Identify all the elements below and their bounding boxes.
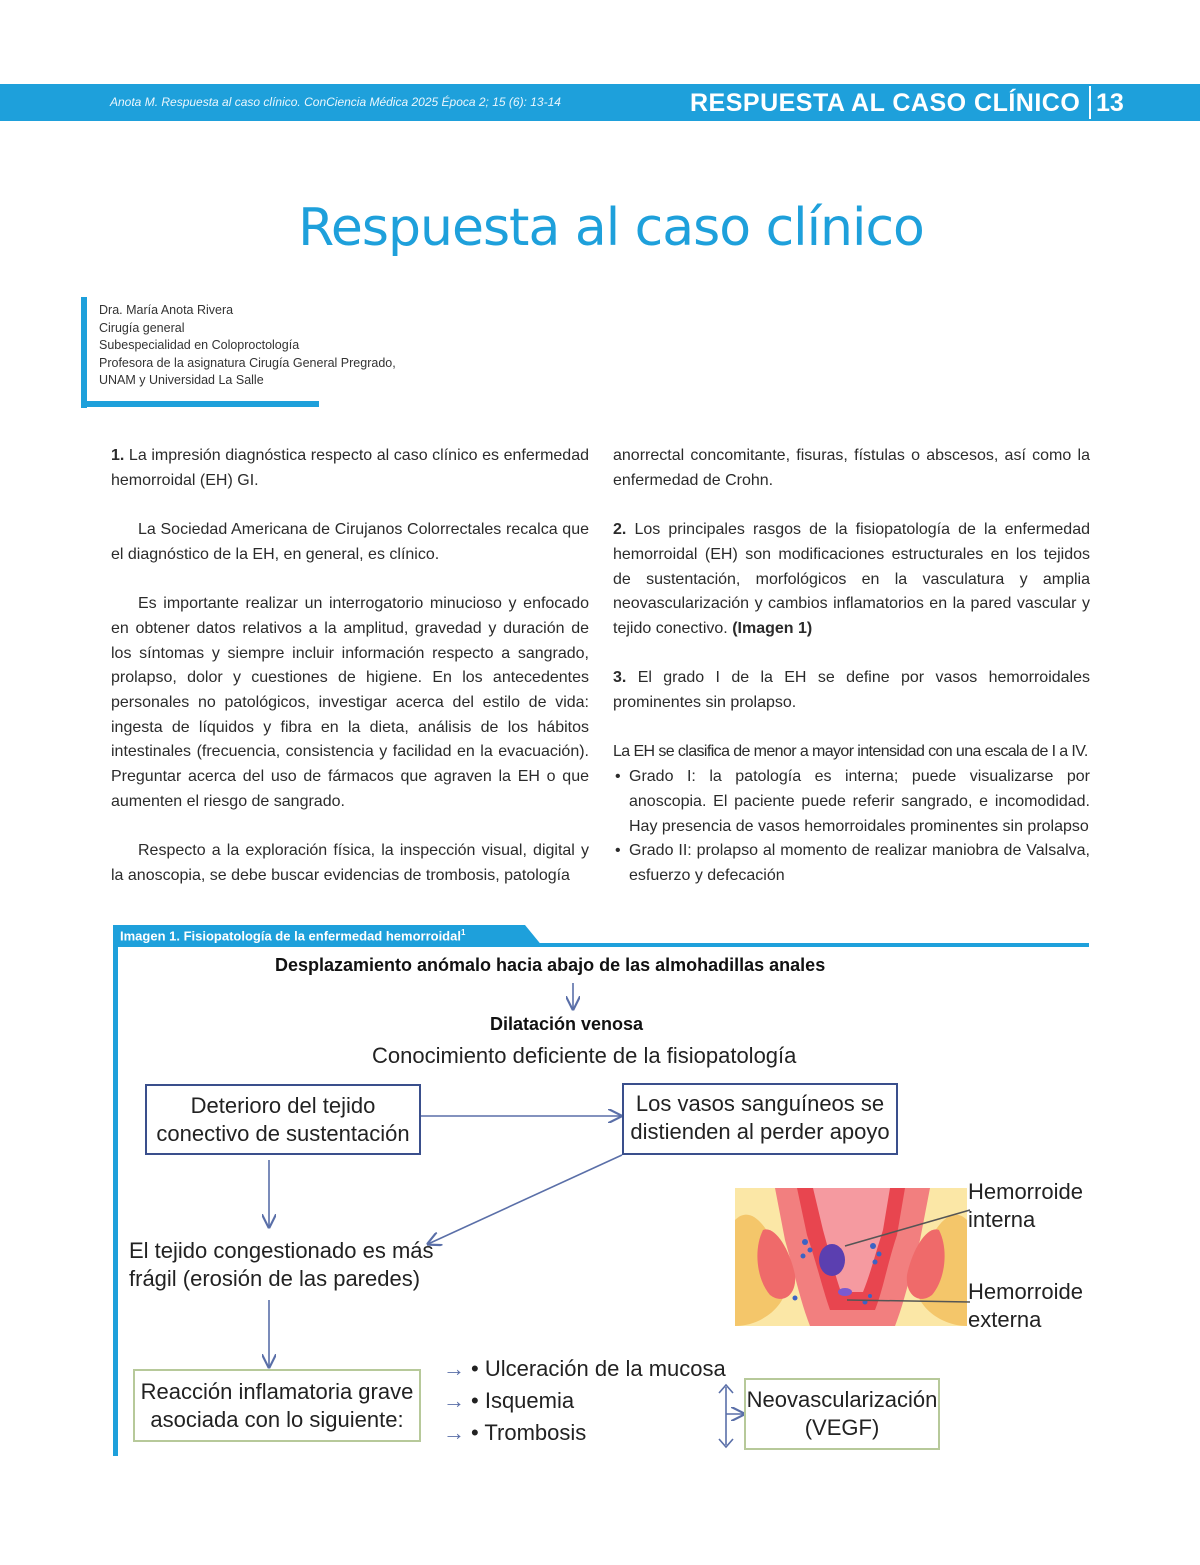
consequence-item: → • Isquemia: [443, 1388, 575, 1413]
box-reaccion: [133, 1369, 421, 1442]
arrow-right-icon: →: [443, 1420, 465, 1445]
paragraph-text: Los principales rasgos de la fisiopatología de la enfermedad hemorroidal (EH) son modificaciones estructurales en los tejidos de sustentación, morfológicos en la vasculatura y amplia neovascularización y cambios inflamatorios en la pared vascular y tejido conectivo.: [613, 521, 1090, 637]
list-item: • Grado I: la patología es interna; puede visualizarse por anoscopia. El paciente puede referir sangrado, e incomodidad. Hay presencia de vasos hemorroidales prominentes sin prolapso: [613, 765, 1090, 839]
arrow-diagonal: [428, 1155, 622, 1244]
list-item: • Grado II: prolapso al momento de realizar maniobra de Valsalva, esfuerzo y defecación: [613, 839, 1090, 888]
box-text: distienden al perder apoyo: [630, 1119, 890, 1144]
label-hemorroide-interna: [968, 1178, 1083, 1234]
consequence-list: [443, 1353, 726, 1449]
paragraph: La EH se clasifica de menor a mayor intensidad con una escala de I a IV.: [613, 743, 1088, 761]
flow-dilatacion: Dilatación venosa: [490, 1014, 644, 1034]
arrow-right-icon: →: [443, 1388, 465, 1413]
arrow-right-icon: →: [443, 1356, 465, 1381]
flow-tejido: [129, 1237, 434, 1293]
flow-top-line: Desplazamiento anómalo hacia abajo de las almohadillas anales: [275, 955, 826, 975]
label-text: interna: [968, 1207, 1036, 1232]
figure-label-text: Imagen 1. Fisiopatología de la enfermedad hemorroidal: [120, 928, 461, 944]
flow-conocimiento: Conocimiento deficiente de la fisiopatología: [372, 1043, 797, 1068]
page-number: 13: [1096, 89, 1124, 117]
author-line: UNAM y Universidad La Salle: [99, 373, 264, 388]
box-text: conectivo de sustentación: [156, 1121, 410, 1146]
item-number: 3.: [613, 669, 627, 687]
consequence-text: Isquemia: [484, 1388, 575, 1413]
box-text: Reacción inflamatoria grave: [140, 1379, 414, 1404]
label-text: Hemorroide: [968, 1279, 1083, 1304]
box-text: Neovascularización: [746, 1387, 938, 1412]
paragraph: anorrectal concomitante, fisuras, fístulas o abscesos, así como la enfermedad de Crohn.: [613, 447, 1090, 489]
header-section-title: RESPUESTA AL CASO CLÍNICO: [690, 89, 1081, 117]
header-citation: Anota M. Respuesta al caso clínico. ConCiencia Médica 2025 Época 2; 15 (6): 13-14: [110, 95, 561, 109]
box-text: Deterioro del tejido: [190, 1093, 376, 1118]
label-text: Hemorroide: [968, 1179, 1083, 1204]
box-text: asociada con lo siguiente:: [150, 1407, 404, 1432]
author-line: Profesora de la asignatura Cirugía General Pregrado,: [99, 355, 396, 370]
box-deterioro: [145, 1084, 421, 1155]
consequence-item: → • Ulceración de la mucosa: [443, 1356, 726, 1381]
flow-text: El tejido congestionado es más: [129, 1238, 434, 1263]
item-number: 2.: [613, 521, 627, 539]
item-number: 1.: [111, 447, 125, 464]
paragraph: Es importante realizar un interrogatorio minucioso y enfocado en obtener datos relativos a la amplitud, gravedad y duración de los síntomas y siempre incluir información respecto a sangrado, prolapso, dolor y cuestiones de higiene. En los antecedentes personales no patológicos, investigar acerca del estilo de vida: ingesta de líquidos y fibra en la dieta, análisis de los hábitos intestinales (frecuencia, consistencia y facilidad en la evacuación). Preguntar acerca del uso de fármacos que agraven la EH o que aumenten el riesgo de sangrado.: [111, 595, 589, 810]
article-title: Respuesta al caso clínico: [298, 198, 924, 258]
flow-text: frágil (erosión de las paredes): [129, 1266, 421, 1291]
label-text: externa: [968, 1307, 1042, 1332]
paragraph-text: El grado I de la EH se define por vasos hemorroidales prominentes sin prolapso.: [613, 669, 1090, 711]
hemorrhoid-illustration: [735, 1180, 975, 1330]
author-line: Subespecialidad en Coloproctología: [99, 338, 300, 353]
figure-reference: (Imagen 1): [732, 619, 813, 637]
box-neovascularizacion: [744, 1378, 940, 1450]
author-name: Dra. María Anota Rivera: [99, 303, 234, 317]
label-hemorroide-externa: [968, 1278, 1083, 1334]
paragraph-text: La impresión diagnóstica respecto al caso clínico es enfermedad hemorroidal (EH) GI.: [111, 447, 589, 489]
box-text: (VEGF): [804, 1415, 880, 1440]
consequence-text: Ulceración de la mucosa: [484, 1356, 726, 1381]
figure-label-ref: 1: [460, 928, 466, 937]
paragraph: La Sociedad Americana de Cirujanos Colorrectales recalca que el diagnóstico de la EH, en general, es clínico.: [111, 521, 589, 563]
consequence-text: Trombosis: [484, 1420, 587, 1445]
box-text: Los vasos sanguíneos se: [635, 1091, 885, 1116]
paragraph: Respecto a la exploración física, la inspección visual, digital y la anoscopia, se debe buscar evidencias de trombosis, patología: [111, 842, 589, 884]
box-vasos: [622, 1083, 898, 1155]
consequence-item: → • Trombosis: [443, 1420, 587, 1445]
author-line: Cirugía general: [99, 320, 185, 335]
